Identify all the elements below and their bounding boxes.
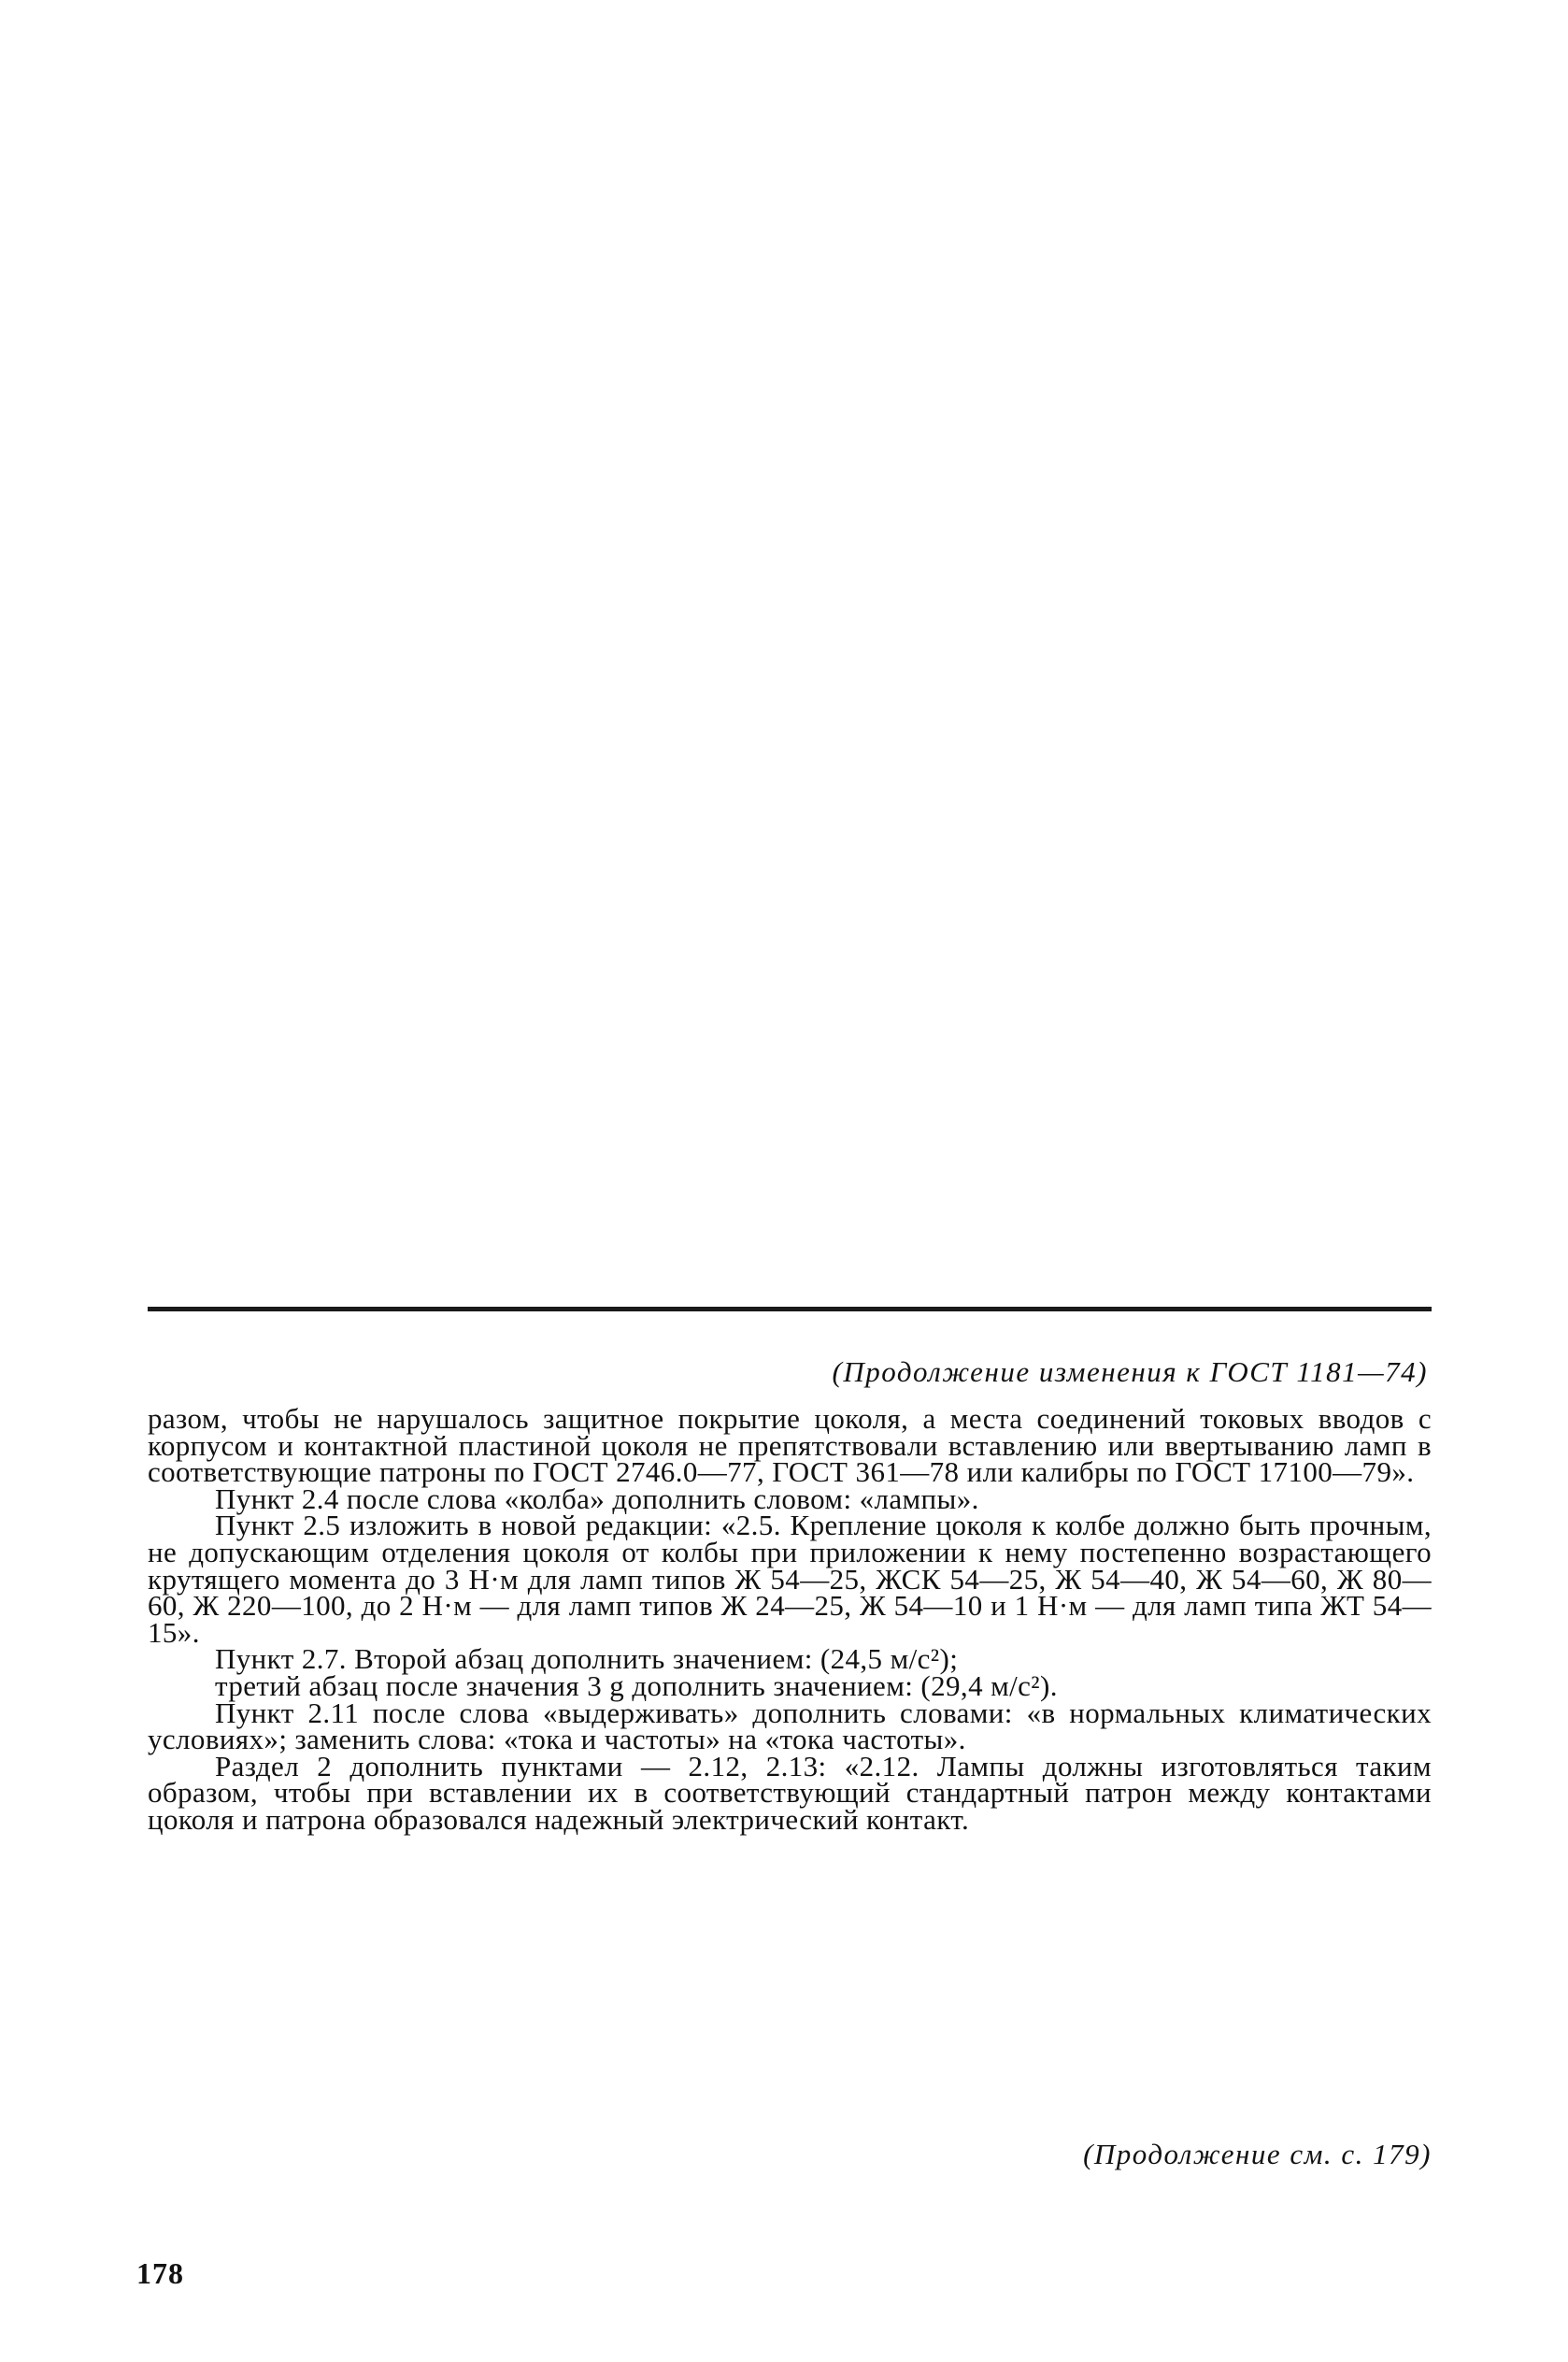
paragraph-item-2-5: Пункт 2.5 изложить в новой редакции: «2.5. Крепление цоколя к колбе должно быть прочным, не допускающим отделения цоколя от колбы при приложении к нему постепенно возрастающего крутящего момента до 3 Н·м для ламп типов Ж 54—25, ЖСК 54—25, Ж 54—40, Ж 54—60, Ж 80—60, Ж 220—100, до 2 Н·м — для ламп типов Ж 24—25, Ж 54—10 и 1 Н·м — для ламп типа ЖТ 54—15». <box>148 1509 1432 1649</box>
header-rule <box>148 1307 1432 1311</box>
paragraph-item-2-11: Пункт 2.11 после слова «выдерживать» дополнить словами: «в нормальных климатических условиях»; заменить слова: «тока и частоты» на «тока частоты». <box>148 1696 1432 1756</box>
paragraph-item-2-7: Пункт 2.7. Второй абзац дополнить значением: (24,5 м/с²); <box>215 1642 959 1676</box>
page-number: 178 <box>136 2256 184 2290</box>
continuation-footer: (Продолжение см. с. 179) <box>1083 2138 1432 2170</box>
document-body <box>148 1402 1432 1836</box>
paragraph-section-2: Раздел 2 дополнить пунктами — 2.12, 2.13: «2.12. Лампы должны изготовляться таким образом, чтобы при вставлении их в соответствующий стандартный патрон между контактами цоколя и патрона образовался надежный электрический контакт. <box>148 1749 1432 1836</box>
paragraph-item-2-7-third: третий абзац после значения 3 g дополнить значением: (29,4 м/с²). <box>215 1668 1058 1702</box>
continuation-header: (Продолжение изменения к ГОСТ 1181—74) <box>832 1355 1428 1388</box>
paragraph-continuation: разом, чтобы не нарушалось защитное покрытие цоколя, а места соединений токовых вводов с корпусом и контактной пластиной цоколя не препятствовали вставлению или ввертыванию ламп в соответствующие патроны по ГОСТ 2746.0—77, ГОСТ 361—78 или калибры по ГОСТ 17100—79». <box>148 1402 1432 1489</box>
paragraph-item-2-4: Пункт 2.4 после слова «колба» дополнить словом: «лампы». <box>215 1482 979 1515</box>
